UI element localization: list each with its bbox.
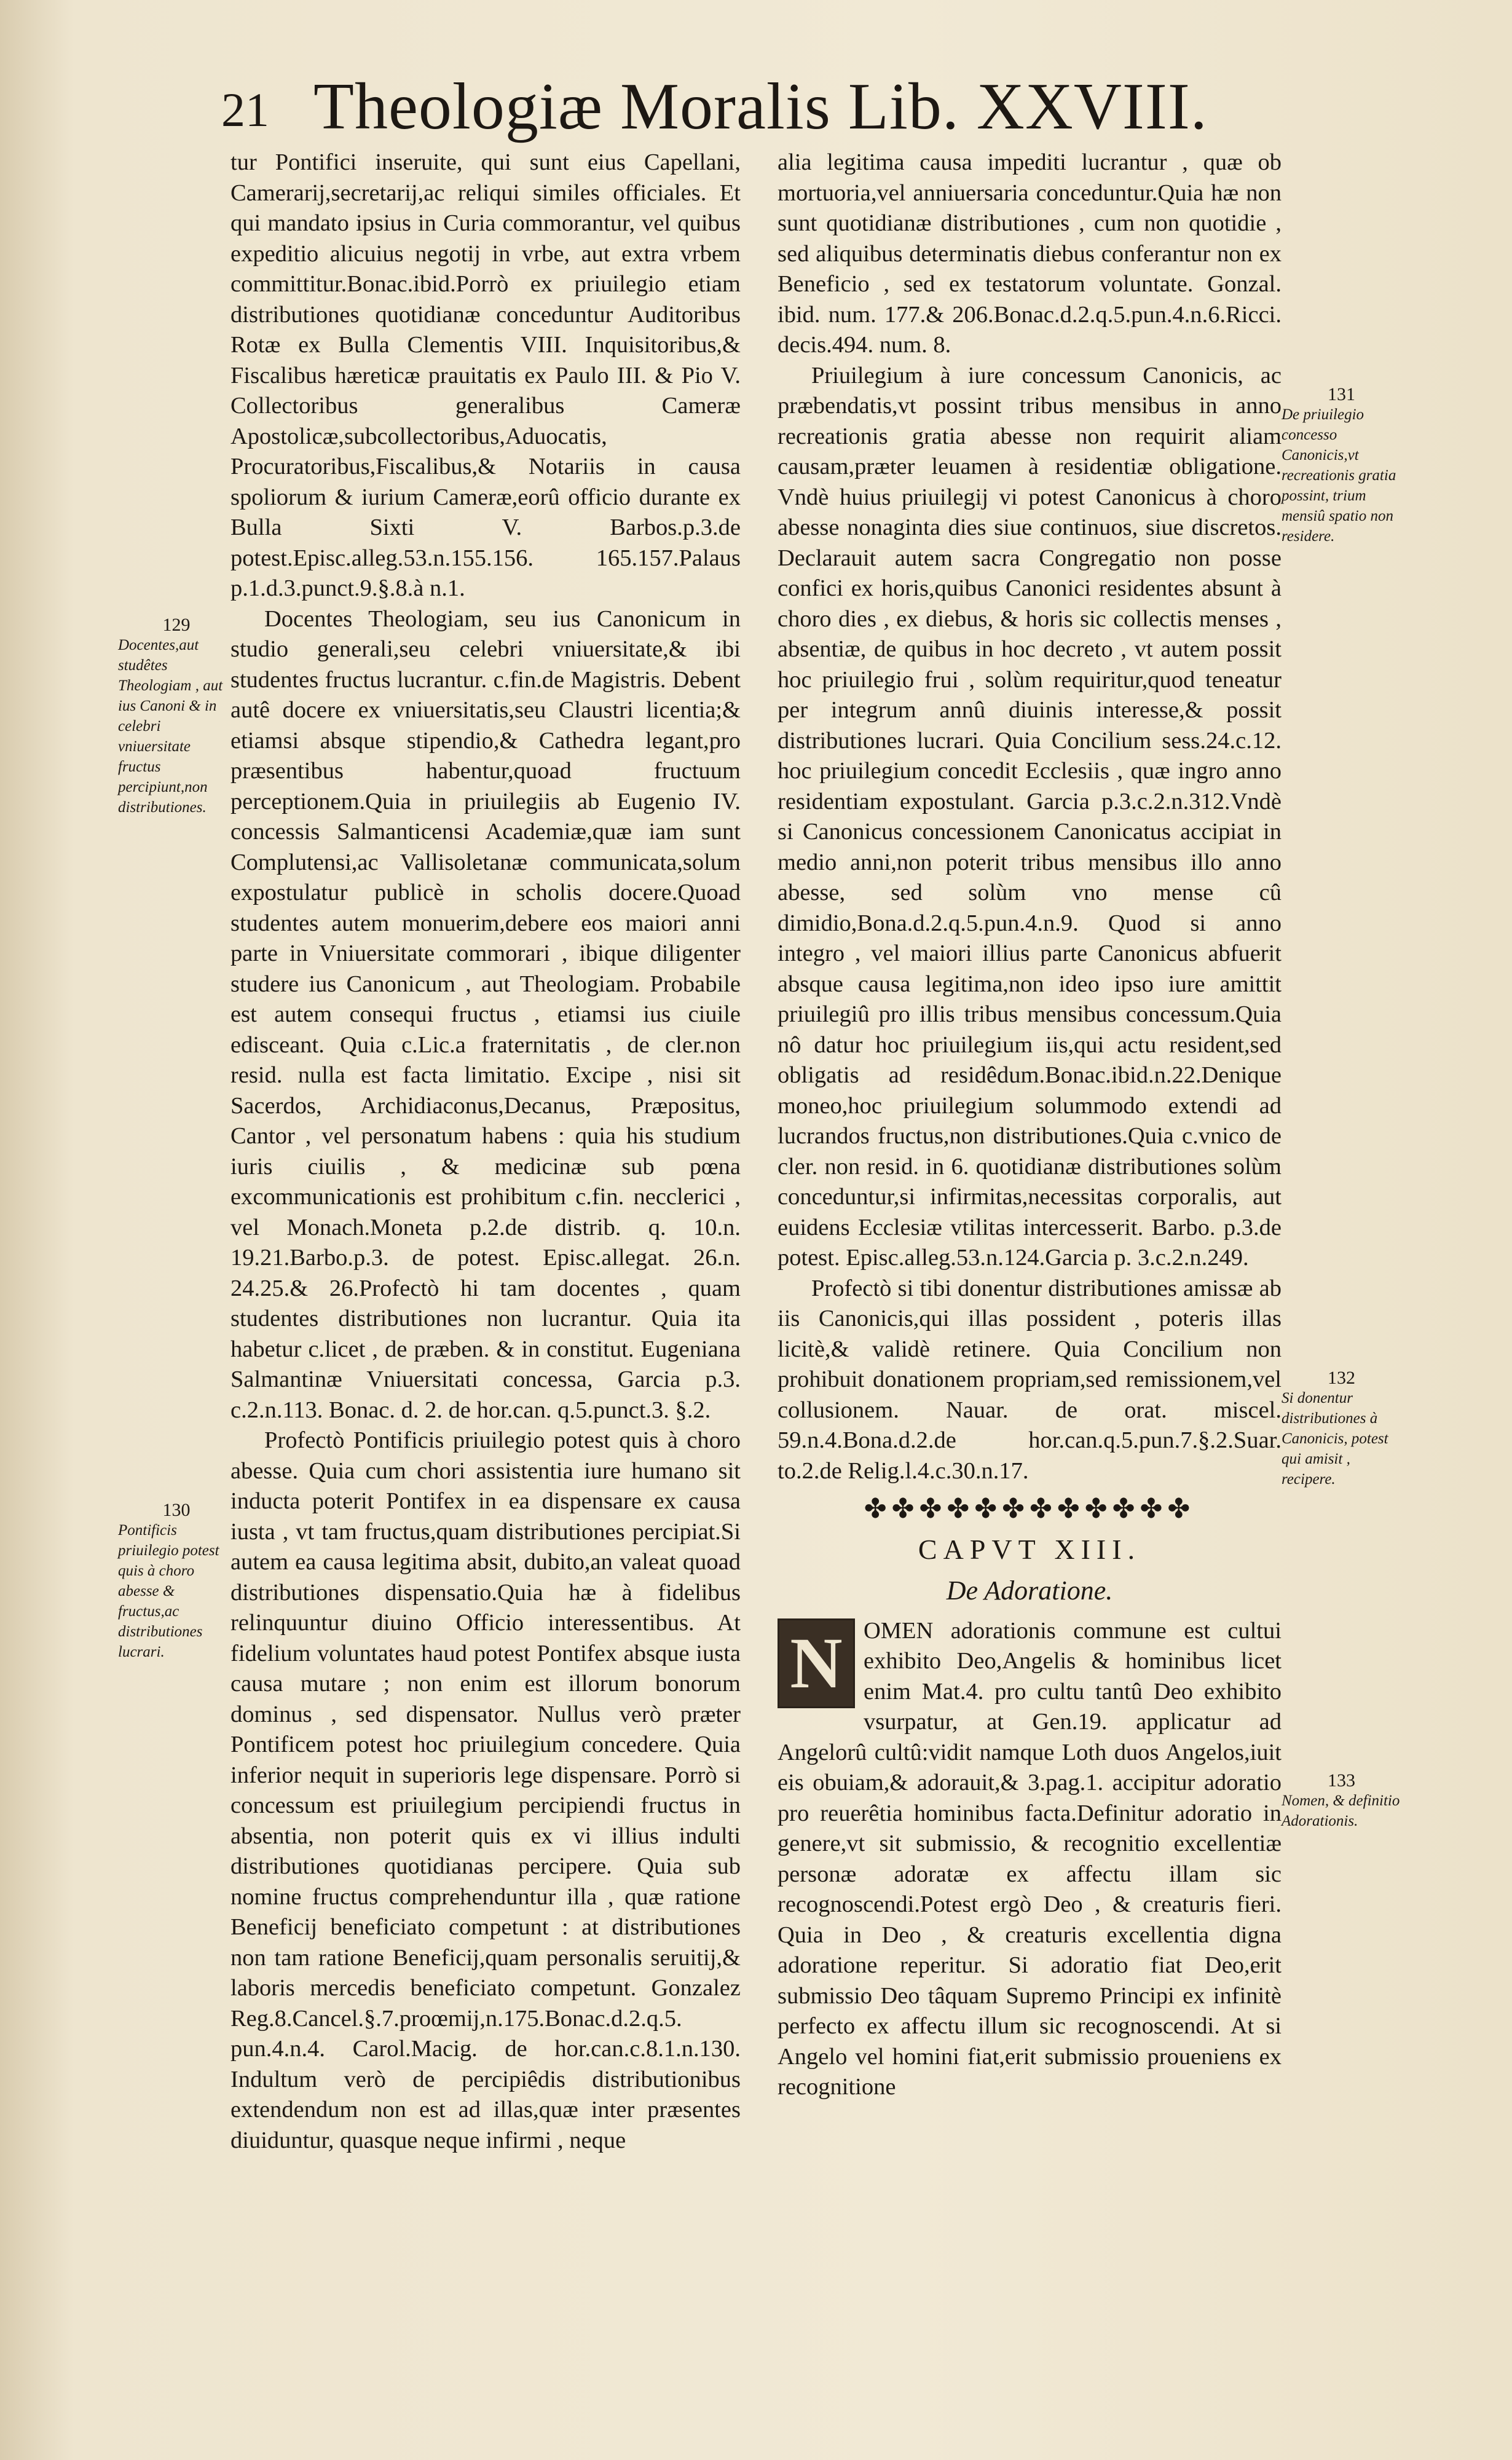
margin-note-number: 132	[1328, 1368, 1355, 1388]
ornament-band: ✤✤✤✤✤✤✤✤✤✤✤✤	[864, 1494, 1195, 1524]
paragraph: alia legitima causa impediti lucrantur , quæ ob mortuoria,vel anniuersaria conceduntur.Quia hæ non sunt quotidianæ distributiones , cum non quotidie , sed aliquibus determinatis diebus conferantur non ex Beneficio , sed ex testatorum voluntate. Gonzal. ibid. num. 177.& 206.Bonac.d.2.q.5.pun.4.n.6.Ricci. decis.494. num. 8.	[778, 149, 1282, 358]
margin-note-129	[118, 615, 235, 818]
paragraph: tur Pontifici inseruite, qui sunt eius Capellani, Camerarij,secretarij,ac reliqui similes officiales. Et qui mandato ipsius in Curia commorantur, vel quibus expeditio alicuius negotij in vrbe, aut extra vrbem committitur.Bonac.ibid.Porrò ex priuilegio etiam distributiones quotidianæ conceduntur Auditoribus Rotæ ex Bulla Clementis VIII. Inquisitoribus,& Fiscalibus hæreticæ prauitatis ex Paulo III. & Pio V. Collectoribus generalibus Cameræ Apostolicæ,subcollectoribus,Aduocatis, Procuratoribus,Fiscalibus,& Notariis in causa spoliorum & iurium Cameræ,eorû officio durante ex Bulla Sixti V. Barbos.p.3.de potest.Episc.alleg.53.n.155.156. 165.157.Palaus p.1.d.3.punct.9.§.8.à n.1.	[230, 149, 741, 601]
chapter-subtitle: De Adoratione.	[946, 1575, 1113, 1606]
left-column	[230, 148, 741, 2156]
margin-note-text: Docentes,aut studêtes Theologiam , aut ius Canoni & in celebri vniuersitate fructus percipiunt,non distributiones.	[118, 637, 223, 816]
margin-note-number: 133	[1328, 1770, 1355, 1791]
running-title: Theologiæ Moralis Lib. XXVIII.	[313, 70, 1208, 143]
margin-note-text: Pontificis priuilegio potest quis à choro abesse & fructus,ac distributiones lucrari.	[118, 1522, 219, 1660]
dropcap-initial: N	[778, 1618, 855, 1708]
margin-note-131	[1282, 384, 1401, 546]
page-header	[221, 69, 1266, 149]
right-column	[778, 148, 1282, 2103]
margin-note-text: Nomen, & definitio Adorationis.	[1282, 1792, 1400, 1829]
margin-note-number: 131	[1328, 384, 1355, 404]
margin-note-number: 130	[162, 1500, 191, 1520]
margin-note-text: De priuilegio concesso Canonicis,vt recreationis gratia possint, trium mensiû spatio non residere.	[1282, 406, 1396, 545]
chapter-title: CAPVT XIII.	[918, 1533, 1141, 1565]
chapter-paragraph: OMEN adorationis commune est cultui exhibito Deo,Angelis & hominibus licet enim Mat.4. pro cultu tantû Deo exhibito vsurpatur, at Gen.19. applicatur ad Angelorû cultû:vidit namque Loth duos Angelos,iuit eis obuiam,& adorauit,& 3.pag.1. accipitur adoratio pro reuerêtia hominibus facta.Definitur adoratio in genere,vt sit submissio, & recognitio excellentiæ personæ adoratæ ex affectu illam sic recognoscendi.Potest ergò Deo , & creaturis fieri. Quia in Deo , & creaturis excellentia digna adoratione reperitur. Si adoratio fiat Deo,erit submissio Deo tâquam Supremo Principi ex infinitè perfecto ex affectu illum sic recognoscendi. At si Angelo vel homini fiat,erit submissio proueniens ex recognitione	[778, 1617, 1282, 2100]
margin-note-132	[1282, 1368, 1401, 1489]
paragraph: Profectò si tibi donentur distributiones amissæ ab iis Canonicis,qui illas possident , poteris illas licitè,& validè retinere. Quia Concilium non prohibuit donationem propriam,sed remissionem,vel collusionem. Nauar. de orat. miscel. 59.n.4.Bona.d.2.de hor.can.q.5.pun.7.§.2.Suar. to.2.de Relig.l.4.c.30.n.17.	[778, 1275, 1282, 1484]
margin-note-133	[1282, 1770, 1401, 1831]
paragraph: Docentes Theologiam, seu ius Canonicum in studio generali,seu celebri vniuersitate,& ibi studentes fructus lucrantur. c.fin.de Magistris. Debent autê docere ex vniuersitatis,seu Claustri licentia;& etiamsi absque stipendio,& Cathedra legant,pro præsentibus habentur,quoad fructuum perceptionem.Quia in priuilegiis ab Eugenio IV. concessis Salmanticensi Academiæ,quæ iam sunt Complutensi,ac Vallisoletanæ communicata,solum expostulatur publicè in scholis docere.Quoad studentes autem monuerim,debere eos maiori anni parte in Vniuersitate commorari , ibique diligenter studere ius Canonicum , aut Theologiam. Probabile est autem consequi fructus , etiamsi ius ciuile edisceant. Quia c.Lic.a fraternitatis , de cler.non resid. nulla est facta limitatio. Excipe , nisi sit Sacerdos, Archidiaconus,Decanus, Præpositus, Cantor , vel personatum habens : quia his studium iuris ciuilis , & medicinæ sub pœna excommunicationis est prohibitum c.fin. necclerici , vel Monach.Moneta p.2.de distrib. q. 10.n. 19.21.Barbo.p.3. de potest. Episc.allegat. 26.n. 24.25.& 26.Profectò hi tam docentes , quam studentes distributiones non lucrantur. Quia ita habetur c.licet , de præben. & in constitut. Eugeniana Salmantinæ Vniuersitati concessa, Garcia p.3. c.2.n.113. Bonac. d. 2. de hor.can. q.5.punct.3. §.2.	[230, 605, 741, 1423]
paragraph: Profectò Pontificis priuilegio potest quis à choro abesse. Quia cum chori assistentia iure humano sit inducta poterit Pontifex in ea dispensare ex causa iusta , vt tam fructus,quam distributiones percipiat.Si autem ea causa legitima absit, dubito,an valeat quoad distributiones dispensatio.Quia hæ à fidelibus relinquuntur diuino Officio interessentibus. At fidelium voluntates haud potest Pontifex absque iusta causa mutare ; non enim est illorum bonorum dominus , sed dispensator. Nullus verò præter Pontificem potest hoc priuilegium concedere. Quia inferior nequit in superioris lege dispensare. Porrò si concessum est priuilegium percipiendi fructus in absentia, non poterit quis ex vi illius indulti distributiones quotidianas percipere. Quia sub nomine fructus comprehenduntur illa , quæ ratione Beneficij beneficiato competunt : at distributiones non tam ratione Beneficij,quam personalis seruitij,& laboris mercedis beneficiato competunt. Gonzalez Reg.8.Cancel.§.7.proœmij,n.175.Bonac.d.2.q.5. pun.4.n.4. Carol.Macig. de hor.can.c.8.1.n.130. Indultum verò de percipiêdis distributionibus extendendum non est ad illas,quæ inter præsentes diuiduntur, quasque neque infirmi , neque	[230, 1427, 741, 2153]
page-number: 21	[221, 83, 269, 136]
margin-note-130	[118, 1500, 235, 1662]
margin-note-number: 129	[162, 615, 191, 635]
margin-note-text: Si donentur distributiones à Canonicis, potest qui amisit , recipere.	[1282, 1390, 1388, 1488]
paragraph: Priuilegium à iure concessum Canonicis, ac præbendatis,vt possint tribus mensibus in anno recreationis gratia abesse non requirit aliam causam,præter leuamen à residentiæ obligatione. Vndè huius priuilegij vi potest Canonicus à choro abesse nonaginta dies siue continuos, siue discretos. Declarauit autem sacra Congregatio non posse confici ex horis,quibus Canonici residentes absunt à choro dies , ex diebus, & horis sic collectis menses , absentiæ, de quibus in hoc decreto , vt autem possit hoc priuilegio frui , solùm requiritur,quod teneatur per integrum annû diuinis interesse,& possit distributiones lucrari. Quia Concilium sess.24.c.12. hoc priuilegium concedit Ecclesiis , quæ ingro anno residentiam expostulant. Garcia p.3.c.2.n.312.Vndè si Canonicus concessionem Canonicatus accipiat in medio anni,non poterit tribus mensibus illo anno abesse, sed solùm vno mense cû dimidio,Bona.d.2.q.5.pun.4.n.9. Quod si anno integro , vel maiori illius parte Canonicus abfuerit absque causa legitima,non ideo ipso iure amittit priuilegiû pro illis tribus mensibus concessum.Quia nô datur hoc priuilegium iis,qui actu resident,sed obligatis ad residêdum.Bonac.ibid.n.22.Denique moneo,hoc priuilegium solummodo extendi ad lucrandos fructus,non distributiones.Quia c.vnico de cler. non resid. in 6. quotidianæ distributiones solùm conceduntur,si infirmitas,necessitas corporalis, aut euidens Ecclesiæ vtilitas intercesserit. Barbo. p.3.de potest. Episc.alleg.53.n.124.Garcia p. 3.c.2.n.249.	[778, 362, 1282, 1271]
